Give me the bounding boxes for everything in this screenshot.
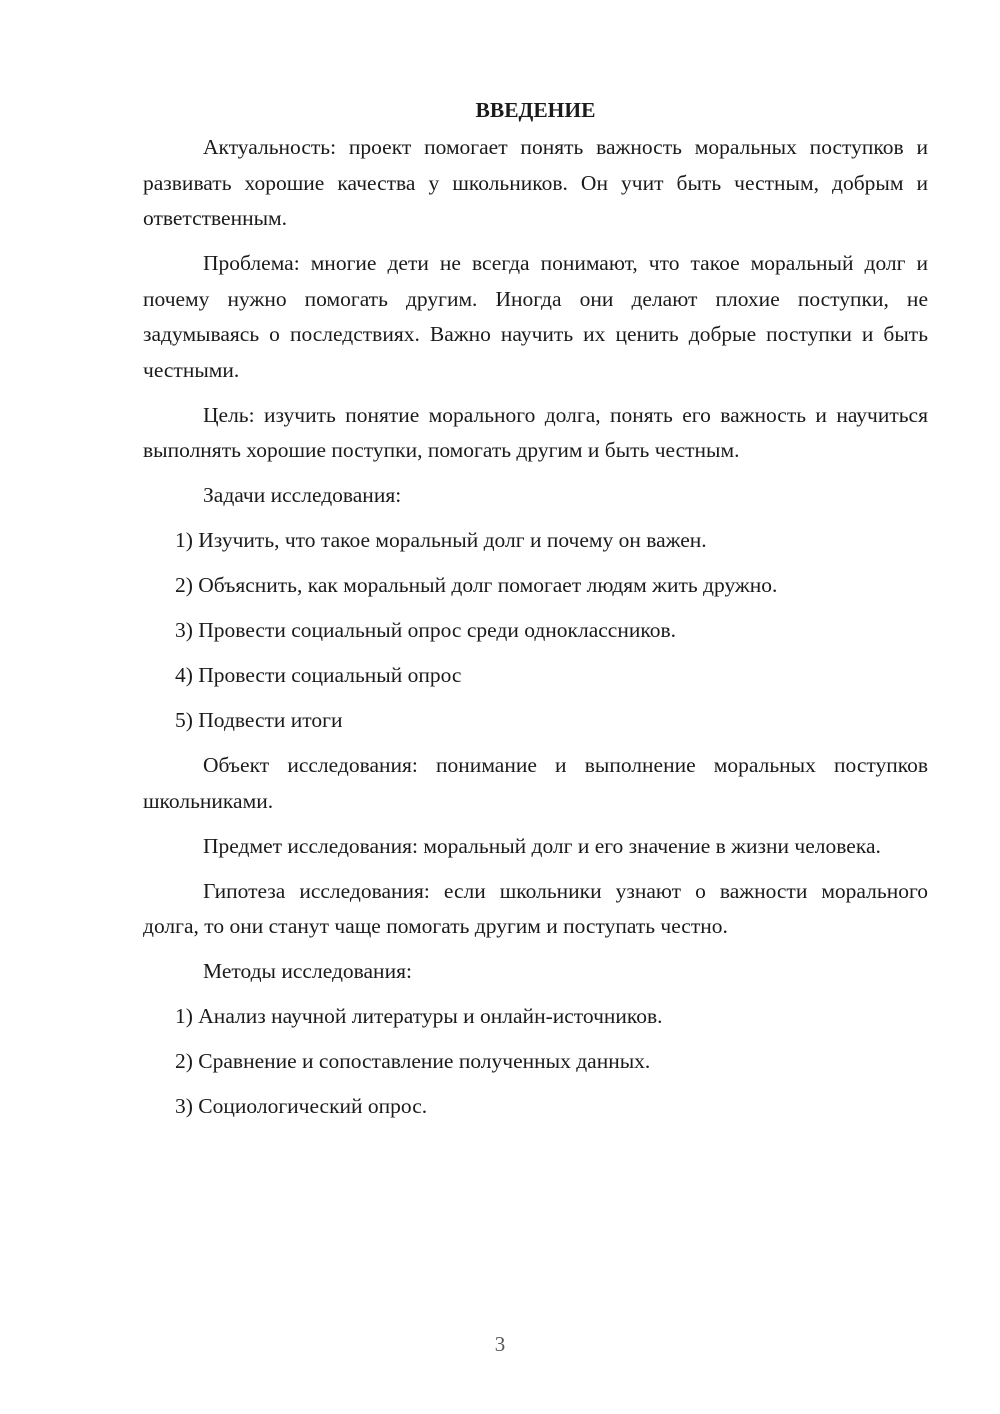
task-item: 3) Провести социальный опрос среди одноклассников. (175, 618, 676, 642)
document-page (143, 92, 928, 1134)
goal-paragraph: Цель: изучить понятие морального долга, понять его важность и научиться выполнять хорошие поступки, помогать другим и быть честным. (143, 402, 928, 462)
page-title: ВВЕДЕНИЕ (475, 98, 596, 122)
tasks-list (143, 523, 928, 739)
task-item: 5) Подвести итоги (175, 708, 343, 732)
method-item: 3) Социологический опрос. (175, 1094, 428, 1118)
object-paragraph: Объект исследования: понимание и выполнение моральных поступков школьниками. (143, 753, 928, 813)
task-item: 1) Изучить, что такое моральный долг и почему он важен. (175, 528, 707, 552)
subject-paragraph: Предмет исследования: моральный долг и его значение в жизни человека. (203, 833, 881, 858)
task-item: 2) Объяснить, как моральный долг помогает людям жить дружно. (175, 573, 778, 597)
method-item: 2) Сравнение и сопоставление полученных данных. (175, 1049, 651, 1073)
method-item: 1) Анализ научной литературы и онлайн-источников. (175, 1004, 663, 1028)
methods-list (143, 999, 928, 1125)
methods-label: Методы исследования: (203, 959, 412, 983)
problem-paragraph: Проблема: многие дети не всегда понимают, что такое моральный долг и почему нужно помогать другим. Иногда они делают плохие поступки, не задумываясь о последствиях. Важно научить их ценить добрые поступки и быть честными. (143, 251, 928, 382)
task-item: 4) Провести социальный опрос (175, 663, 462, 687)
hypothesis-paragraph: Гипотеза исследования: если школьники узнают о важности морального долга, то они станут чаще помогать другим и поступать честно. (143, 878, 928, 938)
tasks-label: Задачи исследования: (203, 483, 402, 507)
page-number: 3 (494, 1332, 506, 1356)
relevance-paragraph: Актуальность: проект помогает понять важность моральных поступков и развивать хорошие качества у школьников. Он учит быть честным, добрым и ответственным. (143, 135, 928, 230)
